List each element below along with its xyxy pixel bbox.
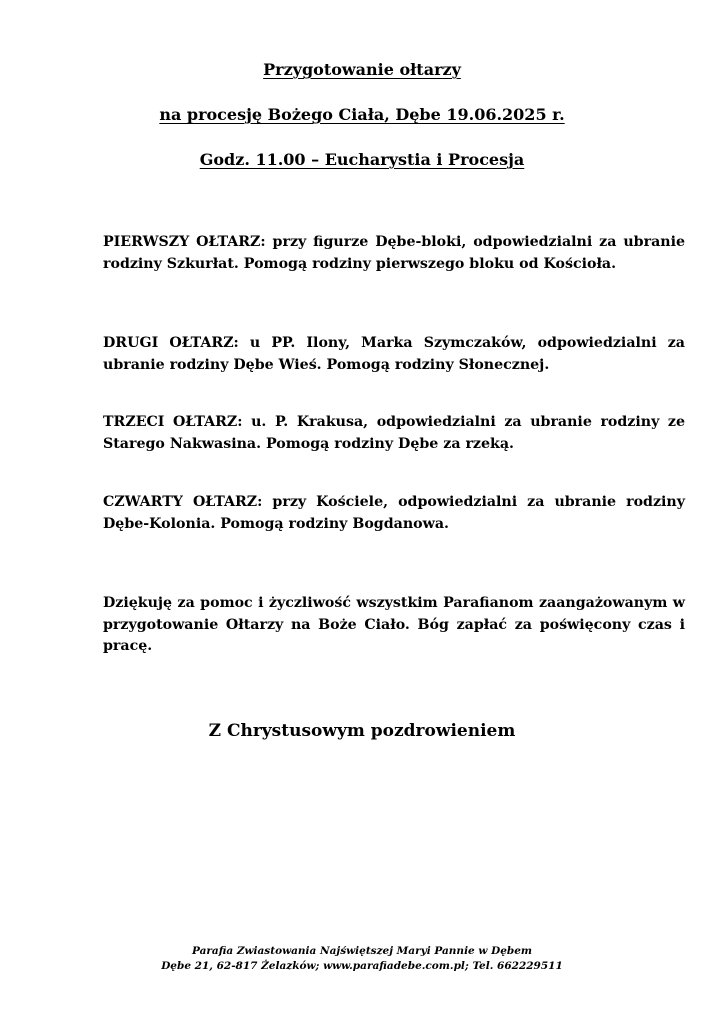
altar-3-paragraph: TRZECI OŁTARZ: u. P. Krakusa, odpowiedzialni za ubranie rodziny ze Starego Nakwasina. Pomogą rodziny Dębe za rzeką.: [103, 414, 685, 452]
parish-footer: [0, 944, 724, 974]
footer-parish-name: Parafia Zwiastowania Najświętszej Maryi Pannie w Dębem: [191, 945, 533, 957]
altar-4-paragraph: CZWARTY OŁTARZ: przy Kościele, odpowiedzialni za ubranie rodziny Dębe-Kolonia. Pomogą rodziny Bogdanowa.: [103, 494, 685, 532]
altar-1-paragraph: PIERWSZY OŁTARZ: przy figurze Dębe-bloki, odpowiedzialni za ubranie rodziny Szkurłat. Pomogą rodziny pierwszego bloku od Kościoła.: [103, 234, 685, 272]
schedule-line: Godz. 11.00 – Eucharystia i Procesja: [199, 150, 525, 169]
closing-greeting: Z Chrystusowym pozdrowieniem: [208, 721, 516, 741]
document-title: Przygotowanie ołtarzy: [263, 60, 461, 79]
altar-2-paragraph: DRUGI OŁTARZ: u PP. Ilony, Marka Szymczaków, odpowiedzialni za ubranie rodziny Dębe Wieś. Pomogą rodziny Słonecznej.: [103, 335, 685, 373]
footer-contact: Dębe 21, 62-817 Żelazków; www.parafiadebe.com.pl; Tel. 662229511: [161, 960, 563, 972]
document-subtitle: na procesję Bożego Ciała, Dębe 19.06.2025 r.: [159, 105, 565, 124]
thanks-paragraph: Dziękuję za pomoc i życzliwość wszystkim Parafianom zaangażowanym w przygotowanie Ołtarzy na Boże Ciało. Bóg zapłać za poświęcony czas i pracę.: [103, 595, 685, 654]
